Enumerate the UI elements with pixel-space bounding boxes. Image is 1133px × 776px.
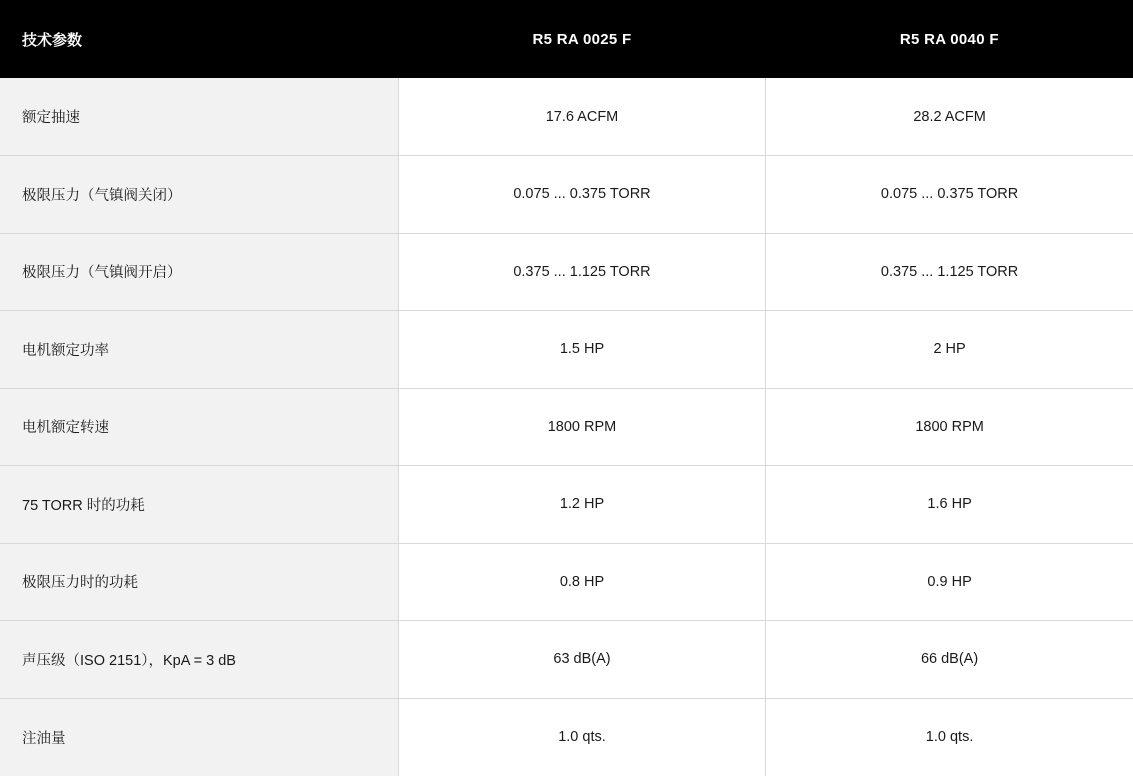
row-value-model-1: 17.6 ACFM — [398, 78, 765, 156]
row-value-model-1: 0.075 ... 0.375 TORR — [398, 156, 765, 234]
row-value-model-1: 0.375 ... 1.125 TORR — [398, 233, 765, 311]
row-value-model-1: 1800 RPM — [398, 388, 765, 466]
row-value-model-2: 1.6 HP — [766, 466, 1133, 544]
row-value-model-2: 0.075 ... 0.375 TORR — [766, 156, 1133, 234]
row-label: 电机额定功率 — [0, 311, 398, 389]
table-row — [0, 156, 1133, 234]
row-label: 极限压力（气镇阀关闭） — [0, 156, 398, 234]
row-value-model-2: 1800 RPM — [766, 388, 1133, 466]
row-value-model-1: 0.8 HP — [398, 543, 765, 621]
row-value-model-1: 1.0 qts. — [398, 698, 765, 776]
row-value-model-2: 1.0 qts. — [766, 698, 1133, 776]
row-label: 注油量 — [0, 698, 398, 776]
row-label: 额定抽速 — [0, 78, 398, 156]
table-row — [0, 621, 1133, 699]
row-value-model-2: 66 dB(A) — [766, 621, 1133, 699]
row-value-model-1: 1.5 HP — [398, 311, 765, 389]
column-header-parameter: 技术参数 — [0, 0, 398, 78]
table-row — [0, 78, 1133, 156]
row-value-model-2: 0.375 ... 1.125 TORR — [766, 233, 1133, 311]
row-label: 声压级（ISO 2151），KpA = 3 dB — [0, 621, 398, 699]
row-value-model-1: 1.2 HP — [398, 466, 765, 544]
row-label: 电机额定转速 — [0, 388, 398, 466]
column-header-model-2: R5 RA 0040 F — [766, 0, 1133, 78]
table-header-row — [0, 0, 1133, 78]
column-header-model-1: R5 RA 0025 F — [398, 0, 765, 78]
row-value-model-1: 63 dB(A) — [398, 621, 765, 699]
row-value-model-2: 28.2 ACFM — [766, 78, 1133, 156]
table-header — [0, 0, 1133, 78]
table-row — [0, 233, 1133, 311]
row-value-model-2: 2 HP — [766, 311, 1133, 389]
table-row — [0, 698, 1133, 776]
table-row — [0, 543, 1133, 621]
table-row — [0, 388, 1133, 466]
table-body — [0, 78, 1133, 776]
row-label: 75 TORR 时的功耗 — [0, 466, 398, 544]
table-row — [0, 466, 1133, 544]
row-label: 极限压力（气镇阀开启） — [0, 233, 398, 311]
table-row — [0, 311, 1133, 389]
row-value-model-2: 0.9 HP — [766, 543, 1133, 621]
row-label: 极限压力时的功耗 — [0, 543, 398, 621]
